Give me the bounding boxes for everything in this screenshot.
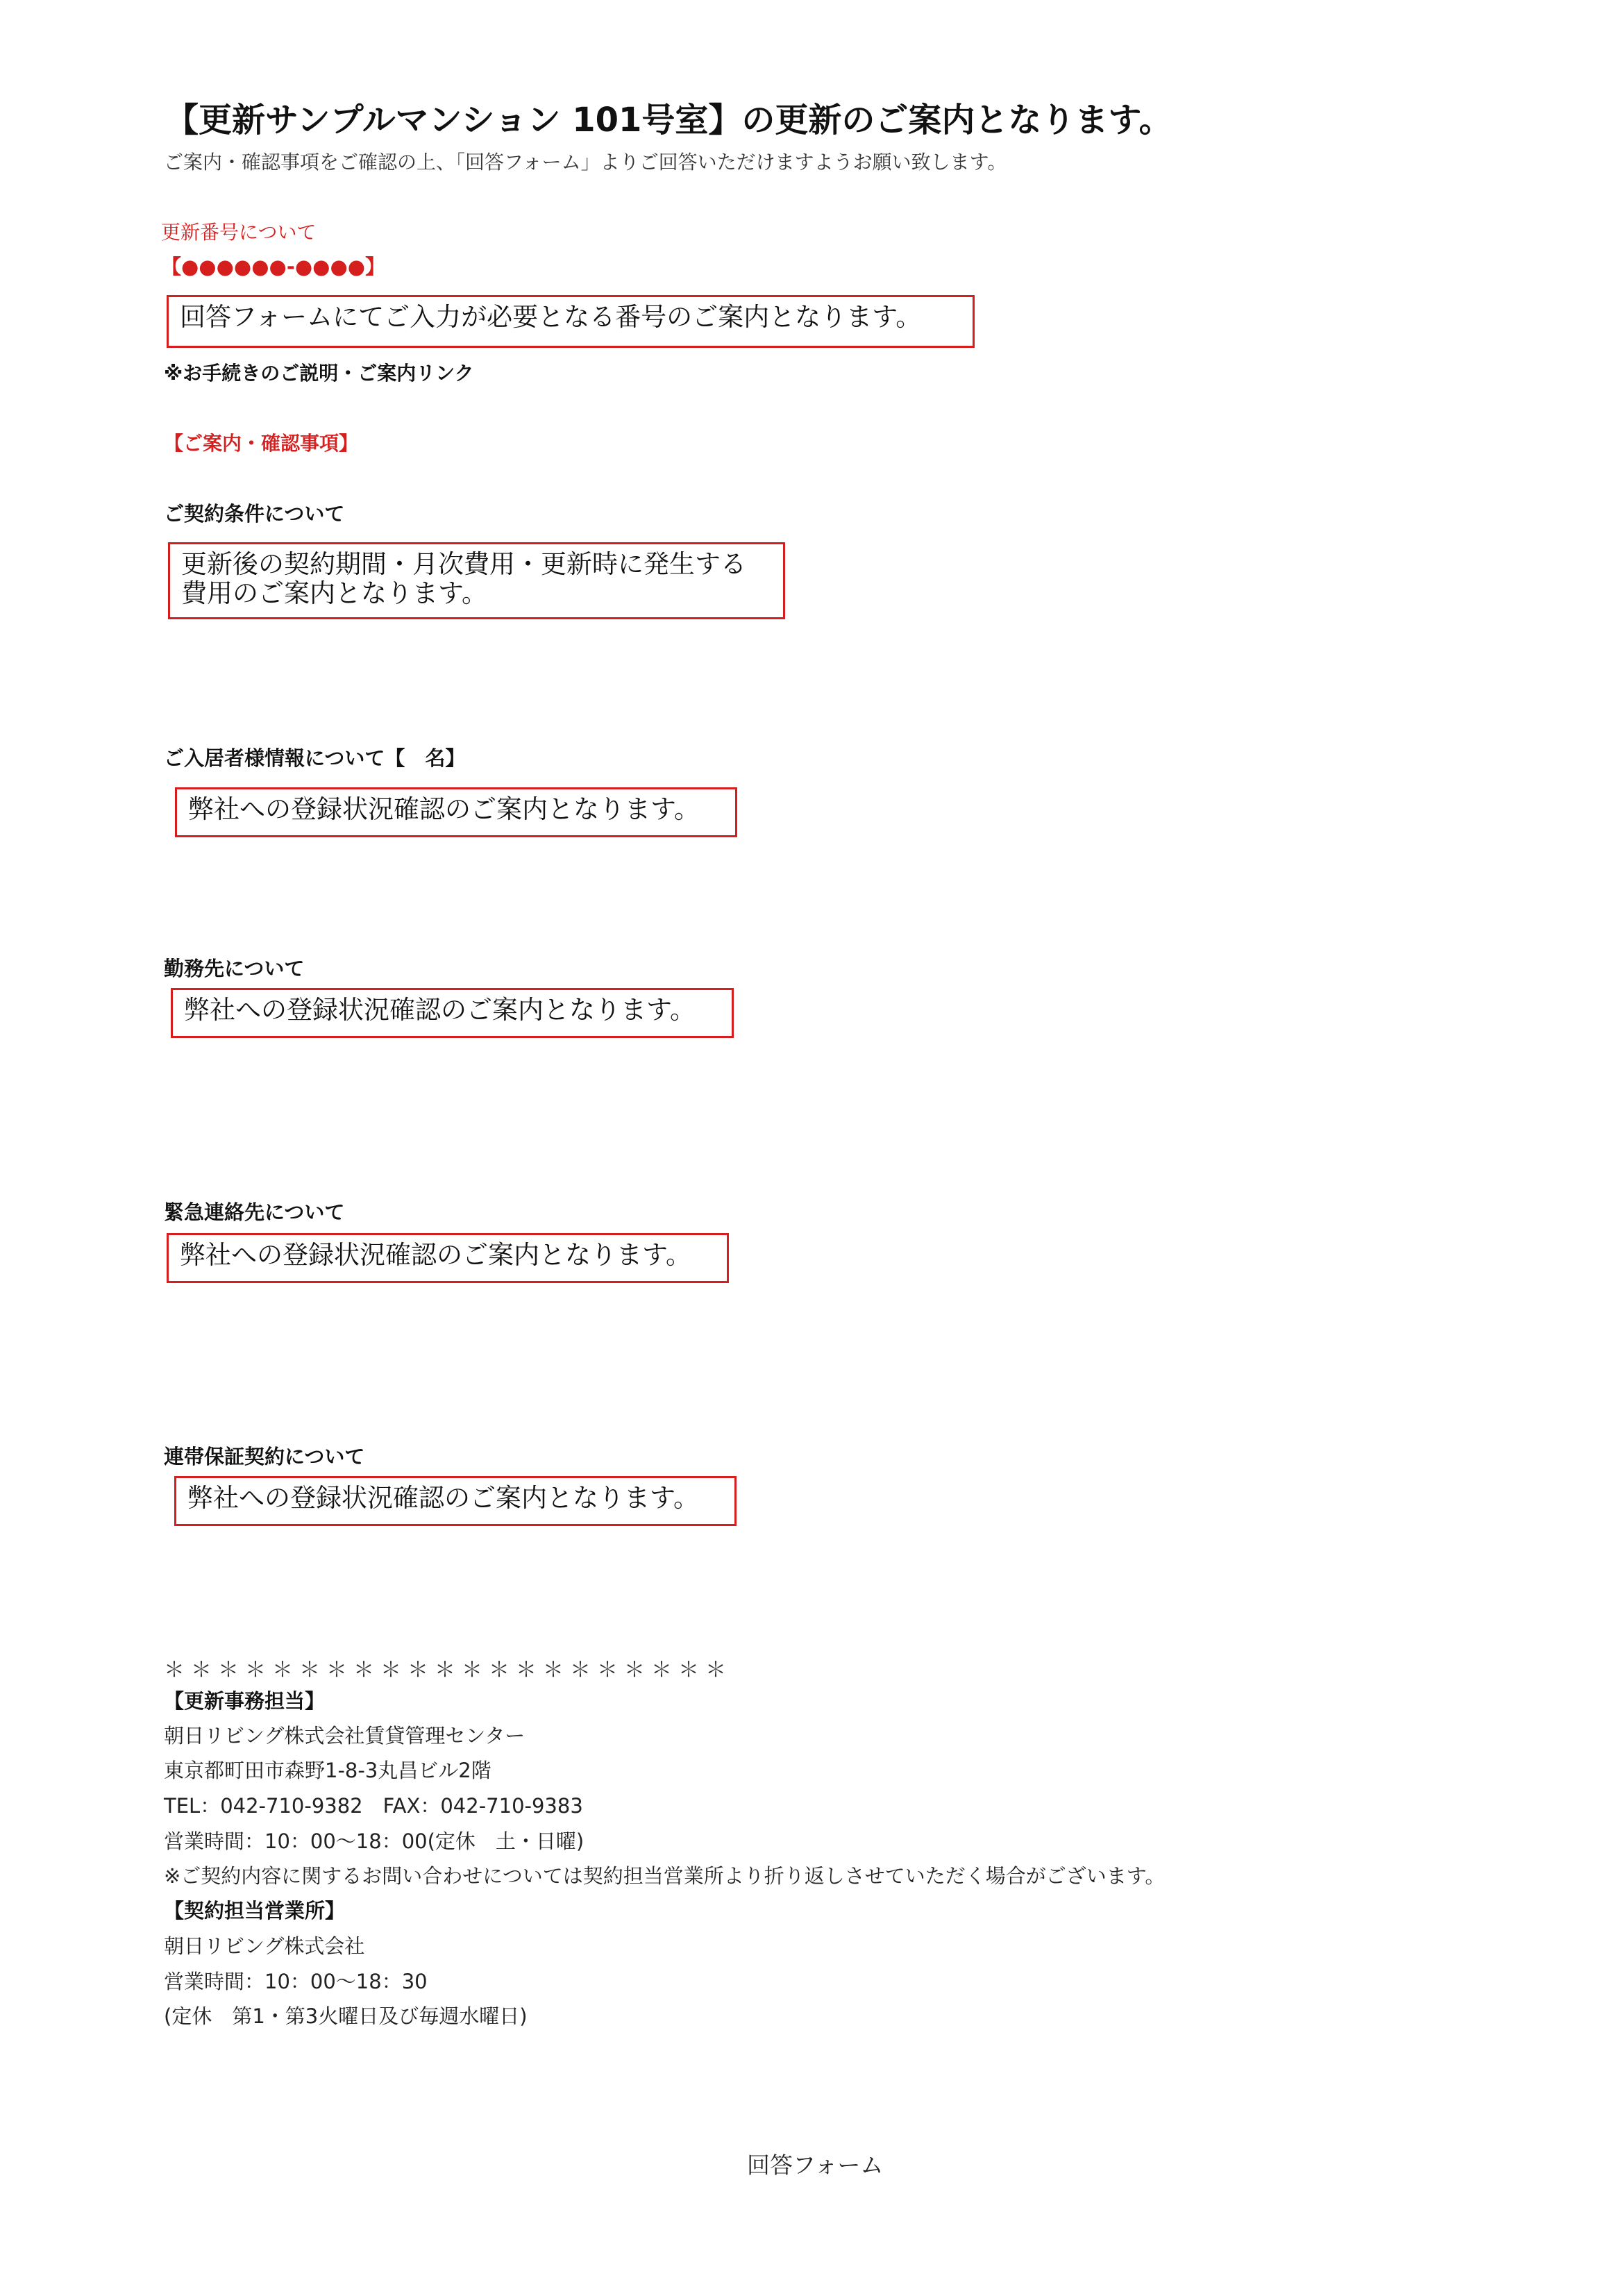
callback-note: ※ご契約内容に関するお問い合わせについては契約担当営業所より折り返しさせていただく場合がございます。 bbox=[164, 1864, 1166, 1888]
renewal-number-note bbox=[167, 295, 975, 348]
renewal-office-heading: 【更新事務担当】 bbox=[164, 1689, 326, 1713]
joint-guarantee-note bbox=[174, 1476, 737, 1526]
answer-form-link[interactable]: 回答フォーム bbox=[747, 2152, 884, 2179]
contract-office-name: 朝日リビング株式会社 bbox=[164, 1934, 365, 1958]
resident-info-heading: ご入居者様情報について【 名】 bbox=[164, 746, 466, 770]
renewal-office-name: 朝日リビング株式会社賃貸管理センター bbox=[164, 1724, 525, 1748]
page-title: 【更新サンプルマンション 101号室】の更新のご案内となります。 bbox=[165, 101, 1172, 140]
procedure-link[interactable]: ※お手続きのご説明・ご案内リンク bbox=[164, 362, 474, 385]
office-address: 東京都町田市森野1-8-3丸昌ビル2階 bbox=[164, 1759, 491, 1782]
intro-text: ご案内・確認事項をご確認の上、「回答フォーム」よりご回答いただけますようお願い致します。 bbox=[164, 151, 1007, 174]
footer-separator: ＊＊＊＊＊＊＊＊＊＊＊＊＊＊＊＊＊＊＊＊＊ bbox=[164, 1658, 732, 1682]
contract-terms-note bbox=[168, 542, 785, 619]
workplace-heading: 勤務先について bbox=[164, 957, 305, 980]
resident-info-note bbox=[175, 787, 737, 837]
renewal-number-value: 【●●●●●●-●●●●】 bbox=[161, 255, 386, 278]
office-contact: TEL：042-710-9382 FAX：042-710-9383 bbox=[164, 1794, 583, 1818]
emergency-contact-note bbox=[167, 1233, 729, 1283]
confirmation-heading: 【ご案内・確認事項】 bbox=[164, 432, 359, 455]
emergency-contact-note-text: 弊社への登録状況確認のご案内となります。 bbox=[180, 1240, 692, 1270]
joint-guarantee-note-text: 弊社への登録状況確認のご案内となります。 bbox=[187, 1483, 700, 1513]
workplace-note-text: 弊社への登録状況確認のご案内となります。 bbox=[184, 995, 696, 1025]
contract-office-holidays: (定休 第1・第3火曜日及び毎週水曜日) bbox=[164, 2004, 528, 2028]
contract-terms-note-line2: 費用のご案内となります。 bbox=[181, 578, 488, 608]
renewal-number-label: 更新番号について bbox=[161, 221, 317, 244]
contract-office-heading: 【契約担当営業所】 bbox=[164, 1899, 346, 1922]
joint-guarantee-heading: 連帯保証契約について bbox=[164, 1445, 365, 1468]
workplace-note bbox=[171, 988, 734, 1038]
emergency-contact-heading: 緊急連絡先について bbox=[164, 1200, 345, 1224]
office-hours: 営業時間：10：00～18：00(定休 土・日曜) bbox=[164, 1829, 585, 1853]
contract-terms-heading: ご契約条件について bbox=[164, 502, 345, 526]
renewal-number-note-text: 回答フォームにてご入力が必要となる番号のご案内となります。 bbox=[180, 302, 922, 332]
contract-office-hours: 営業時間：10：00～18：30 bbox=[164, 1970, 428, 1993]
resident-info-note-text: 弊社への登録状況確認のご案内となります。 bbox=[188, 794, 700, 824]
contract-terms-note-line1: 更新後の契約期間・月次費用・更新時に発生する bbox=[181, 549, 746, 579]
